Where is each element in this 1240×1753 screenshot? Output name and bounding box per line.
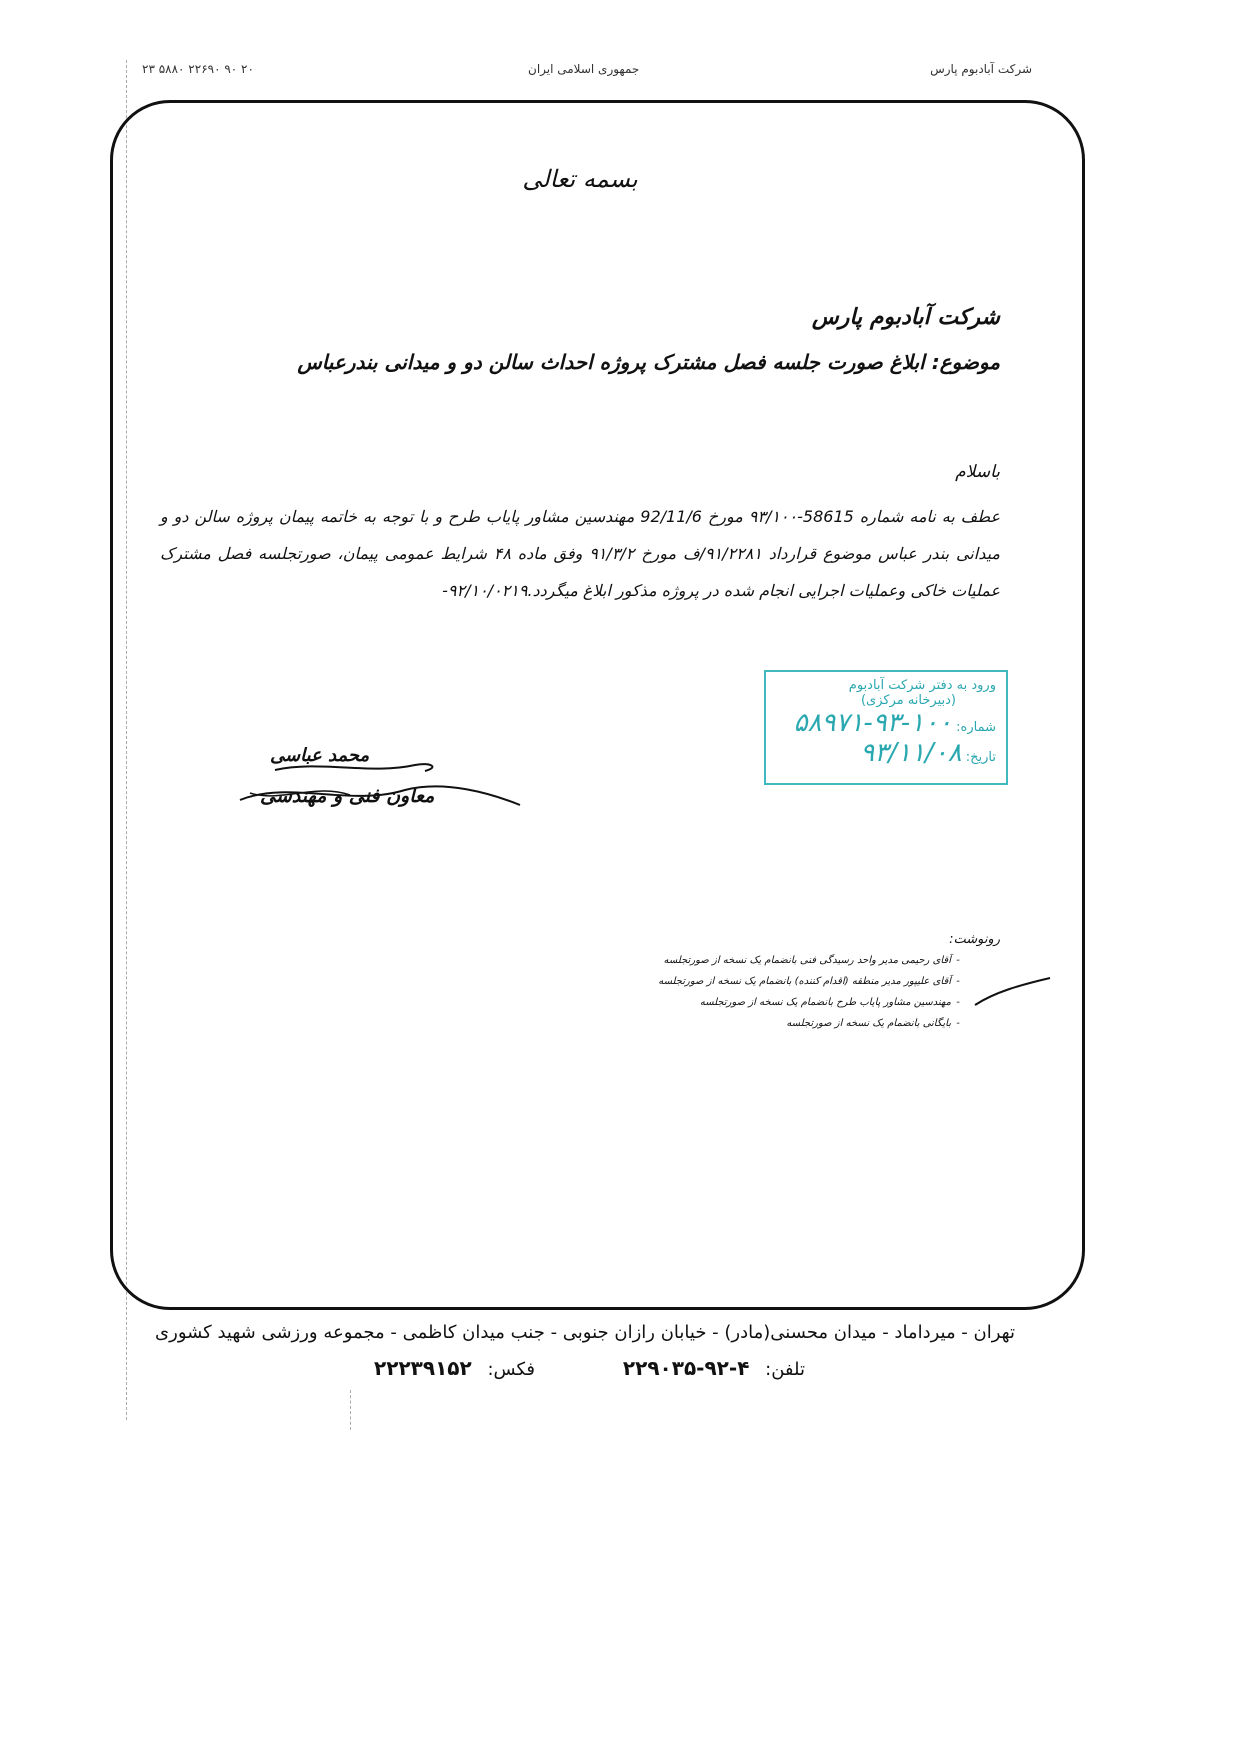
cc-item: -آقای رحیمی مدیر واحد رسیدگی فنی بانضمام یک نسخه از صورتجلسه (663, 955, 960, 966)
footer-fax (374, 1356, 535, 1380)
stamp-date: ۹۳/۱۱/۰۸ (860, 738, 962, 768)
letter-subject: موضوع: ابلاغ صورت جلسه فصل مشترک پروژه احداث سالن دو و میدانی بندرعباس (297, 350, 1000, 374)
footer-address: تهران - میرداماد - میدان محسنی(مادر) - خیابان رازان جنوبی - جنب میدان کاظمی - مجموعه ورزشی شهید کشوری (155, 1322, 1015, 1343)
stamp-number: ۱۰۰-۹۳-۵۸۹۷۱ (793, 708, 953, 738)
cc-item: -بایگانی بانضمام یک نسخه از صورتجلسه (786, 1018, 960, 1029)
handwritten-signature (230, 745, 530, 815)
header-faint-center: جمهوری اسلامی ایران (528, 62, 640, 76)
letter-greeting: باسلام (955, 462, 1000, 482)
stamp-number-label: شماره: (956, 720, 996, 735)
signer-name: محمد عباسی (270, 745, 370, 766)
header-faint-left: ۲۳ ۵۸۸۰ ۲۲۶۹۰ ۹۰ ۲۰ (142, 62, 254, 76)
stamp-line-2: (دبیرخانه مرکزی) (860, 693, 956, 708)
footer-fax-label: فکس: (487, 1359, 535, 1380)
scan-guide-line-bottom (350, 1390, 351, 1430)
cc-list (658, 950, 965, 1034)
footer-phone-label: تلفن: (765, 1359, 805, 1380)
cc-title: رونوشت: (949, 932, 1000, 947)
cc-item: -آقای علیپور مدیر منطقه (اقدام کننده) بانضمام یک نسخه از صورتجلسه (658, 976, 960, 987)
intake-stamp (764, 670, 1008, 785)
header-faint-right: شرکت آبادبوم پارس (930, 62, 1032, 76)
footer-fax-number: ۲۲۲۳۹۱۵۲ (374, 1356, 472, 1380)
signer-title: معاون فنی و مهندسی (260, 785, 435, 807)
bismillah: بسمه تعالی (522, 165, 638, 193)
footer-phone (623, 1356, 805, 1380)
cc-item: -مهندسین مشاور پایاب طرح بانضمام یک نسخه از صورتجلسه (699, 997, 960, 1008)
footer-phone-number: ۴-۹۲-۲۲۹۰۳۵ (622, 1356, 750, 1380)
stamp-date-label: تاریخ: (965, 750, 996, 765)
letter-body: عطف به نامه شماره 58615-۹۳/۱۰۰ مورخ 92/11/6 مهندسین مشاور پایاب طرح و با توجه به خاتمه پیمان پروژه سالن دو و میدانی بندر عباس موضوع قرارداد ۹۱/۲۲۸۱/ف مورخ ۹۱/۳/۲ وفق ماده ۴۸ شرایط عمومی پیمان، صورتجلسه فصل مشترک عملیات خاکی وعملیات اجرایی انجام شده در پروژه مذکور ابلاغ میگردد.۹۲/۱۰/۰۲۱۹- (160, 507, 1001, 600)
stamp-line-1: ورود به دفتر شرکت آبادبوم (848, 678, 996, 693)
recipient-company: شرکت آبادبوم پارس (811, 305, 1000, 330)
cc-initials-mark (970, 970, 1055, 1010)
